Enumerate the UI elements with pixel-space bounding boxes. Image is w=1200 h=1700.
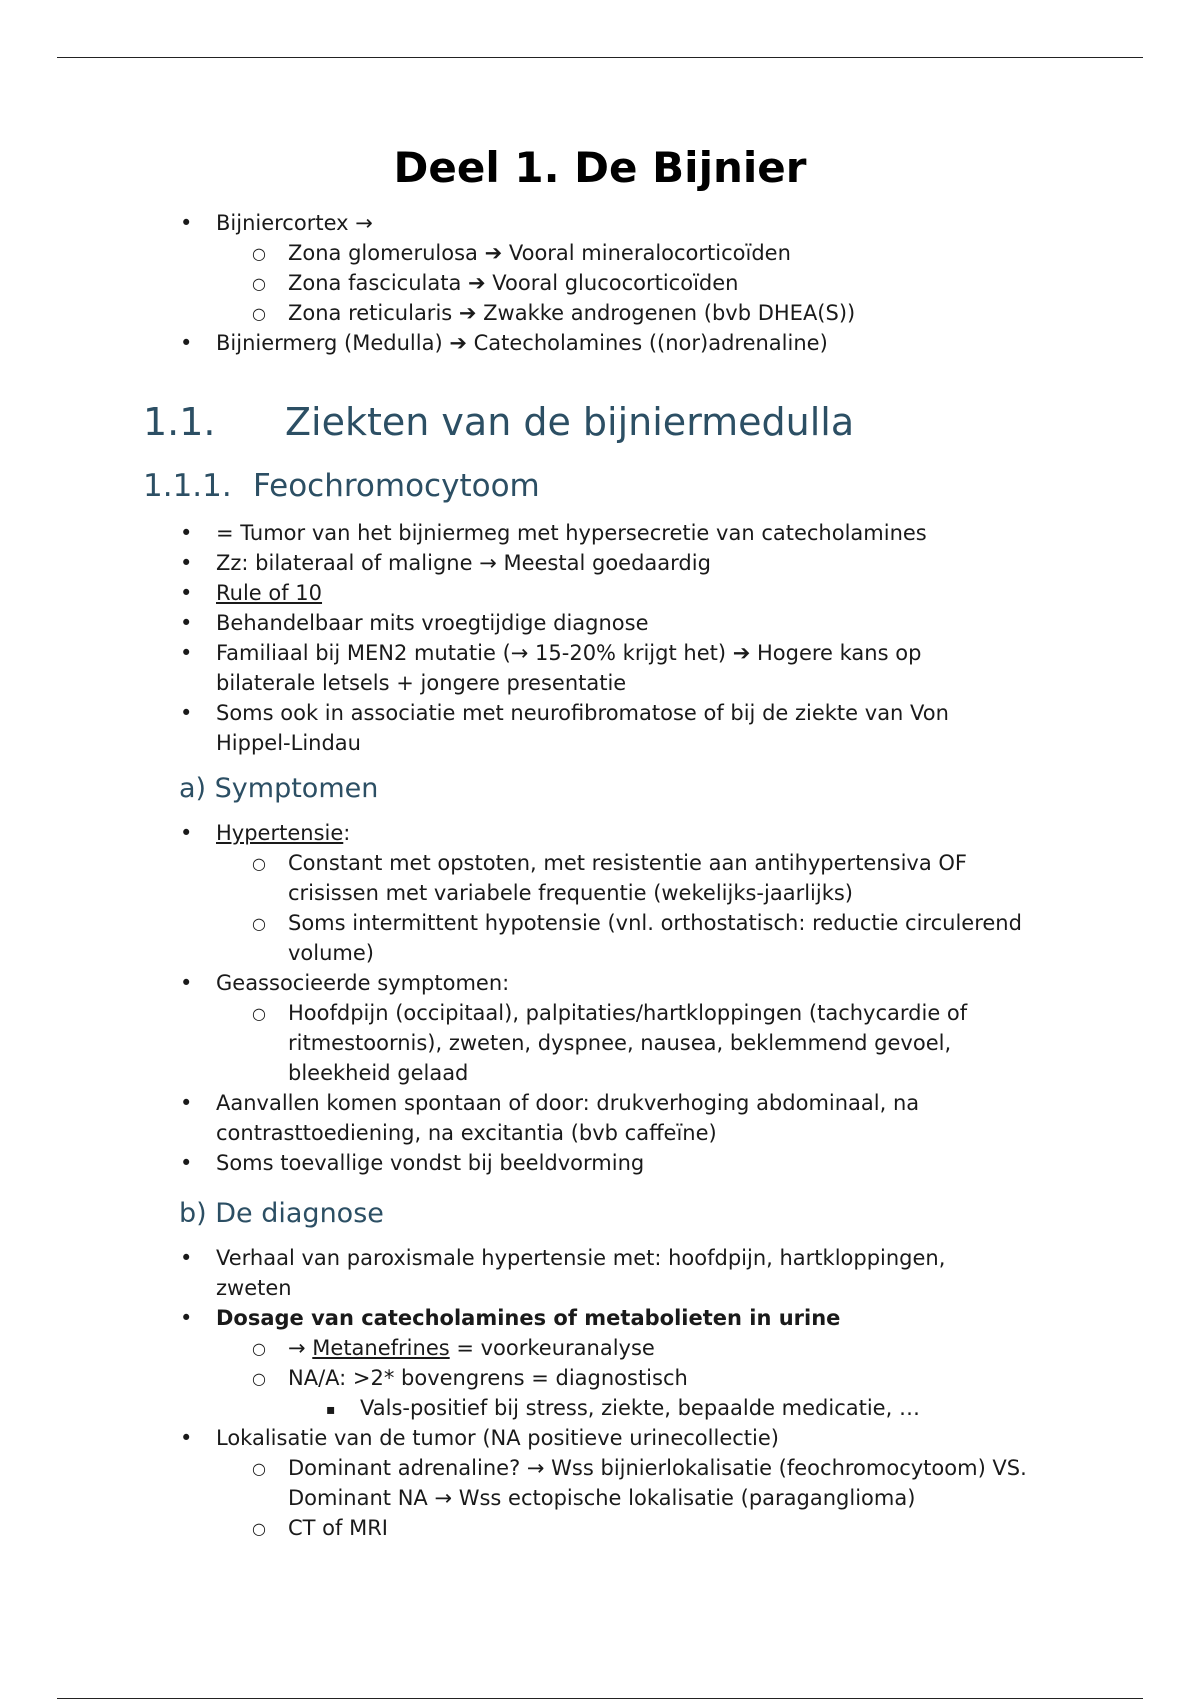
list-item: • Behandelbaar mits vroegtijdige diagnose <box>0 608 1200 638</box>
footer-rule <box>57 1698 1143 1699</box>
list-item: ○ NA/A: >2* bovengrens = diagnostisch <box>0 1363 1200 1393</box>
list-item: ○ Hoofdpijn (occipitaal), palpitaties/hartkloppingen (tachycardie of ritmestoornis), zweten, dyspnee, nausea, beklemmend gevoel, bleekheid gelaad <box>252 1001 968 1085</box>
circle-bullet-icon: ○ <box>252 244 266 263</box>
list-item: • Geassocieerde symptomen: <box>0 968 1200 998</box>
bullet-icon: • <box>180 971 193 995</box>
bullet-icon: • <box>180 821 193 845</box>
bullet-icon: • <box>180 1246 193 1270</box>
list-item: • Aanvallen komen spontaan of door: drukverhoging abdominaal, na contrasttoediening, na excitantia (bvb caffeïne) <box>0 1088 1200 1148</box>
subsection-heading <box>143 466 540 506</box>
circle-bullet-icon: ○ <box>252 1519 266 1538</box>
bullet-icon: • <box>180 521 193 545</box>
subsection-number: 1.1.1. <box>143 468 232 504</box>
list-item: ○ → Metanefrines = voorkeuranalyse <box>0 1333 1200 1363</box>
list-item: ○ Zona reticularis ➔ Zwakke androgenen (bvb DHEA(S)) <box>0 298 1200 328</box>
section-number: 1.1. <box>143 400 216 444</box>
list-item: ○ Dominant adrenaline? → Wss bijnierlokalisatie (feochromocytoom) VS. Dominant NA → Wss ectopische lokalisatie (paraganglioma) <box>252 1456 1027 1510</box>
symptomen-heading: a) Symptomen <box>179 773 379 804</box>
list-item: ○ Constant met opstoten, met resistentie aan antihypertensiva OF crisissen met variabele frequentie (wekelijks-jaarlijks) <box>252 851 968 905</box>
list-item: • Familiaal bij MEN2 mutatie (→ 15-20% krijgt het) ➔ Hogere kans op bilaterale letsels + jongere presentatie <box>0 638 1200 698</box>
bullet-icon: • <box>180 211 193 235</box>
list-item: • = Tumor van het bijniermeg met hypersecretie van catecholamines <box>0 518 1200 548</box>
list-item: • Zz: bilateraal of maligne → Meestal goedaardig <box>0 548 1200 578</box>
diagnose-list <box>0 1243 1200 1543</box>
square-bullet-icon: ▪ <box>326 1402 336 1418</box>
bullet-icon: • <box>180 1091 193 1115</box>
list-item: • Bijniercortex → <box>0 208 1200 238</box>
bullet-icon: • <box>180 581 193 605</box>
bullet-icon: • <box>180 551 193 575</box>
circle-bullet-icon: ○ <box>252 1339 266 1358</box>
list-item: ○ Zona glomerulosa ➔ Vooral mineralocorticoïden <box>0 238 1200 268</box>
list-item: ▪ Vals-positief bij stress, ziekte, bepaalde medicatie, … <box>0 1393 1200 1423</box>
section-heading <box>143 397 854 447</box>
circle-bullet-icon: ○ <box>252 1459 266 1478</box>
header-rule <box>57 57 1143 58</box>
list-item: • Verhaal van paroxismale hypertensie met: hoofdpijn, hartkloppingen, zweten <box>0 1243 1200 1303</box>
list-item: • Soms ook in associatie met neurofibromatose of bij de ziekte van Von Hippel-Lindau <box>0 698 1200 758</box>
section-title: Ziekten van de bijniermedulla <box>285 400 855 444</box>
bullet-icon: • <box>180 1426 193 1450</box>
circle-bullet-icon: ○ <box>252 914 266 933</box>
list-item: ○ CT of MRI <box>0 1513 1200 1543</box>
subsection-title: Feochromocytoom <box>253 468 540 504</box>
diagnose-heading: b) De diagnose <box>179 1198 384 1229</box>
bullet-icon: • <box>180 1151 193 1175</box>
list-item: • Dosage van catecholamines of metabolieten in urine <box>0 1303 1200 1333</box>
circle-bullet-icon: ○ <box>252 304 266 323</box>
list-item: ○ Zona fasciculata ➔ Vooral glucocorticoïden <box>0 268 1200 298</box>
circle-bullet-icon: ○ <box>252 1369 266 1388</box>
list-item: • Rule of 10 <box>0 578 1200 608</box>
bullet-icon: • <box>180 641 193 665</box>
symptomen-list <box>0 818 1200 1178</box>
list-item: • Lokalisatie van de tumor (NA positieve urinecollectie) <box>0 1423 1200 1453</box>
bullet-icon: • <box>180 331 193 355</box>
bullet-icon: • <box>180 701 193 725</box>
circle-bullet-icon: ○ <box>252 1004 266 1023</box>
list-item: • Hypertensie: <box>0 818 1200 848</box>
list-item: • Bijniermerg (Medulla) ➔ Catecholamines ((nor)adrenaline) <box>0 328 1200 358</box>
list-item: • Soms toevallige vondst bij beeldvorming <box>0 1148 1200 1178</box>
intro-list <box>0 208 1200 358</box>
bullet-icon: • <box>180 1306 193 1330</box>
circle-bullet-icon: ○ <box>252 274 266 293</box>
circle-bullet-icon: ○ <box>252 854 266 873</box>
feochromocytoom-list <box>0 518 1200 758</box>
page-title: Deel 1. De Bijnier <box>393 143 807 192</box>
bullet-icon: • <box>180 611 193 635</box>
list-item: ○ Soms intermittent hypotensie (vnl. orthostatisch: reductie circulerend volume) <box>252 911 1022 965</box>
